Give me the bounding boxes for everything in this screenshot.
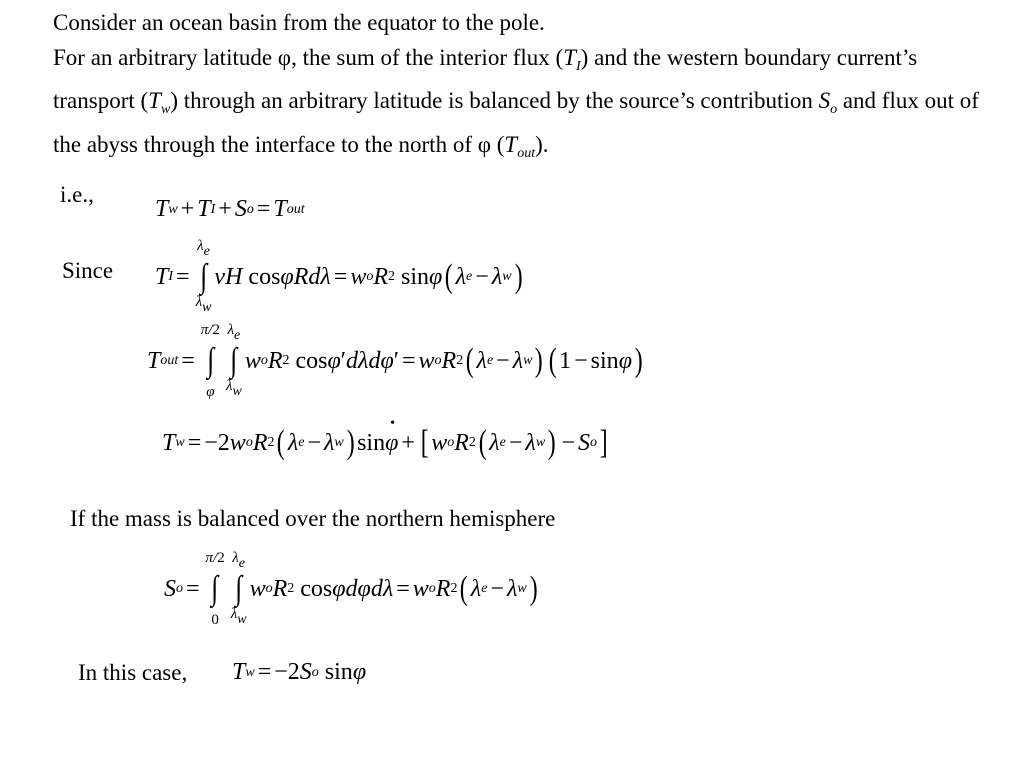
equation-outflow: T out = π/2 ∫ φ $\lambda_e$ ∫ $\lambda_w$ w o R 2 cos φ ′ d λ d φ ′ = w o R 2 ( λ e − λ w ) ( 1 − sin φ ) [147,322,643,400]
in-this-case-label: In this case, [78,660,188,685]
intro-line-1: Consider an ocean basin from the equator to the pole. [53,10,545,35]
ie-label: i.e., [60,182,94,207]
equation-source: S o = π/2 ∫ 0 $\lambda_e$ ∫ $\lambda_w$ w o R 2 cos φ d φ d λ = w o R 2 ( λ e − λ w ) [164,550,538,628]
mass-balance-label: If the mass is balanced over the northern hemisphere [70,506,556,531]
equation-western-boundary: T w = − 2 w o R 2 ( λ e − λ w ) sin • φ + [ w o R 2 ( λ e − λ w ) − S o ] [162,428,610,458]
equation-balance: T w + T I + S o = T out [155,196,305,222]
equation-result: T w = − 2 S o sin φ [232,659,367,685]
since-label: Since [62,258,114,283]
intro-paragraph: Consider an ocean basin from the equator to the pole. For an arbitrary latitude φ, the sum of the interior flux $(T_I)$ and the western boundary current’s transport $(T_w)$ through an arbitrary latitude is balanced by the source’s contribution $S_o$ and flux out of the abyss through the interface to the north of φ $(T_{out})$. [53,10,979,161]
equation-interior-flux: T I = $\lambda_e$ ∫ $\lambda_w$ v H cos φ R d λ = w o R 2 sin φ ( λ e − λ w ) [155,238,523,315]
